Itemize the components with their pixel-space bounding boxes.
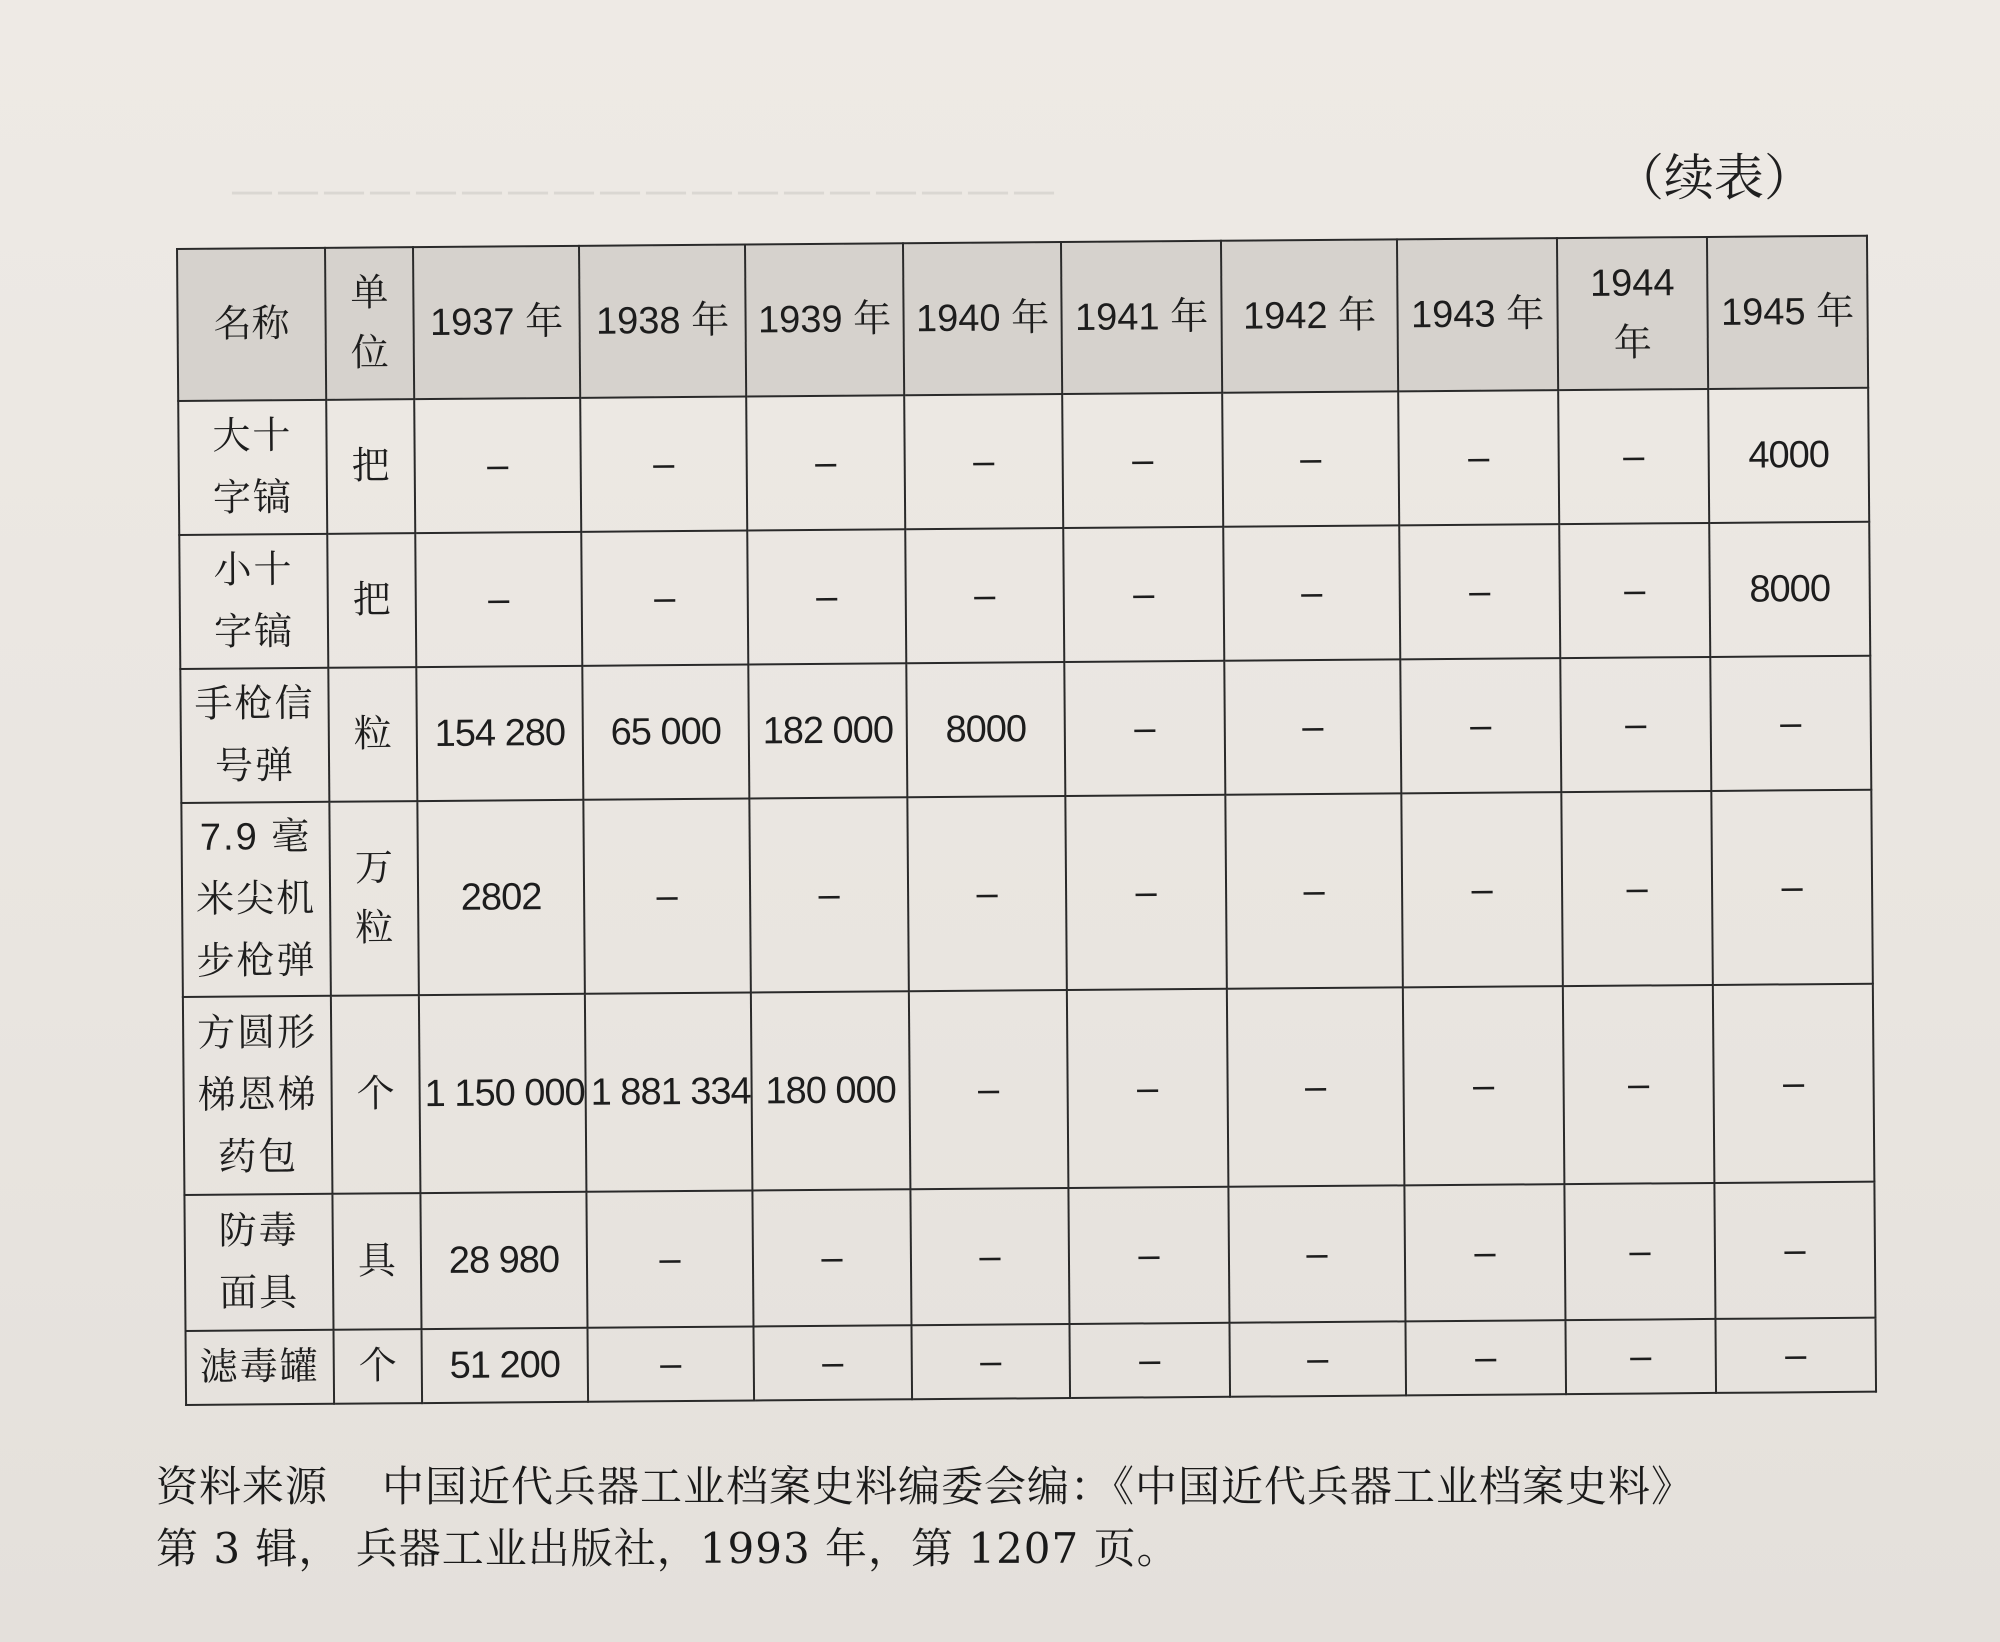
table-row — [184, 1182, 1875, 1331]
cell-1942: – — [1223, 525, 1400, 660]
cell-1940: – — [910, 1188, 1069, 1325]
cell-1945: – — [1710, 656, 1871, 791]
cell-1937: – — [414, 398, 581, 533]
cell-1942: – — [1228, 1185, 1405, 1322]
row-name: 7.9 毫 米尖机 步枪弹 — [181, 802, 331, 997]
header-1941: 1941 年 — [1061, 241, 1222, 394]
cell-1938: – — [586, 1191, 753, 1328]
row-unit: 具 — [332, 1193, 421, 1330]
cell-1944: – — [1565, 1319, 1716, 1394]
cell-1941: – — [1069, 1323, 1230, 1398]
cell-1940: – — [905, 528, 1064, 663]
row-name: 小十 字镐 — [179, 534, 328, 669]
row-name: 防毒 面具 — [184, 1194, 333, 1331]
cell-1939: – — [752, 1189, 911, 1326]
header-1945: 1945 年 — [1707, 236, 1868, 389]
cell-1944: – — [1560, 657, 1711, 792]
cell-1943: – — [1399, 524, 1560, 659]
cell-1937: 2802 — [417, 800, 585, 995]
cell-1945: – — [1715, 1318, 1876, 1393]
cell-1938: 1 881 334 — [585, 993, 753, 1192]
cell-1939: – — [746, 395, 905, 530]
cell-1942: – — [1227, 987, 1405, 1186]
header-1942: 1942 年 — [1221, 239, 1398, 392]
table-row — [183, 984, 1875, 1195]
cell-1941: – — [1064, 661, 1225, 796]
cell-1939: 182 000 — [748, 663, 907, 798]
cell-1937: 154 280 — [416, 666, 583, 801]
cell-1939: – — [747, 529, 906, 664]
cell-1943: – — [1405, 1320, 1566, 1395]
cell-1943: – — [1403, 986, 1565, 1185]
row-unit: 粒 — [328, 667, 417, 802]
cell-1937: 51 200 — [421, 1328, 588, 1403]
header-1940: 1940 年 — [903, 242, 1062, 395]
cell-1941: – — [1062, 393, 1223, 528]
cell-1940: – — [911, 1324, 1070, 1399]
bleed-through-text-top: —————————————————— — [230, 165, 1058, 216]
cell-1945: 8000 — [1709, 522, 1870, 657]
row-name: 大十 字镐 — [178, 400, 327, 535]
cell-1940: 8000 — [906, 662, 1065, 797]
cell-1938: – — [581, 531, 748, 666]
table-row — [181, 790, 1872, 997]
header-1944: 1944 年 — [1557, 237, 1708, 390]
header-1939: 1939 年 — [745, 243, 904, 396]
source-line-2: 第 3 辑， 兵器工业出版社，1993 年，第 1207 页。 — [156, 1524, 1180, 1573]
cell-1942: – — [1225, 793, 1403, 988]
cell-1937: 1 150 000 — [419, 994, 587, 1193]
cell-1938: 65 000 — [582, 665, 749, 800]
table-row — [186, 1318, 1877, 1405]
table-row — [180, 656, 1871, 803]
row-unit: 万 粒 — [329, 801, 419, 996]
cell-1943: – — [1398, 390, 1559, 525]
cell-1939: – — [749, 797, 909, 992]
cell-1940: – — [909, 990, 1069, 1189]
cell-1942: – — [1224, 659, 1401, 794]
table-header-row — [177, 236, 1868, 401]
cell-1944: – — [1558, 389, 1709, 524]
cell-1943: – — [1400, 658, 1561, 793]
cell-1941: – — [1063, 527, 1224, 662]
cell-1943: – — [1401, 792, 1563, 987]
row-name: 滤毒罐 — [186, 1330, 335, 1405]
cell-1938: – — [587, 1326, 754, 1401]
cell-1937: 28 980 — [420, 1192, 587, 1329]
source-line-1: 中国近代兵器工业档案史料编委会编：《中国近代兵器工业档案史料》 — [382, 1462, 1695, 1511]
cell-1940: – — [904, 394, 1063, 529]
cell-1938: – — [580, 397, 747, 532]
source-citation — [156, 1456, 1916, 1580]
cell-1943: – — [1404, 1184, 1565, 1321]
row-unit: 个 — [334, 1329, 423, 1404]
header-unit: 单 位 — [325, 247, 414, 400]
row-name: 方圆形 梯恩梯 药包 — [183, 996, 333, 1195]
header-1937: 1937 年 — [413, 246, 580, 399]
row-name: 手枪信 号弹 — [180, 668, 329, 803]
cell-1941: – — [1067, 989, 1229, 1188]
header-name: 名称 — [177, 248, 326, 401]
cell-1941: – — [1065, 795, 1227, 990]
cell-1938: – — [583, 799, 751, 994]
row-unit: 把 — [327, 533, 416, 668]
continued-table-label: （续表） — [1614, 149, 1814, 207]
cell-1940: – — [907, 796, 1067, 991]
source-label: 资料来源 — [156, 1462, 329, 1511]
table-row — [178, 388, 1869, 535]
table-row — [179, 522, 1870, 669]
cell-1945: – — [1714, 1182, 1875, 1319]
production-table — [176, 235, 1875, 1406]
cell-1939: 180 000 — [751, 991, 911, 1190]
cell-1939: – — [753, 1325, 912, 1400]
header-1938: 1938 年 — [579, 245, 746, 398]
cell-1945: 4000 — [1708, 388, 1869, 523]
cell-1945: – — [1711, 790, 1873, 985]
cell-1944: – — [1559, 523, 1710, 658]
cell-1941: – — [1068, 1187, 1229, 1324]
cell-1942: – — [1222, 391, 1399, 526]
cell-1944: – — [1561, 791, 1713, 986]
row-unit: 把 — [326, 399, 415, 534]
cell-1937: – — [415, 532, 582, 667]
cell-1945: – — [1713, 984, 1875, 1183]
row-unit: 个 — [331, 995, 421, 1194]
header-1943: 1943 年 — [1397, 238, 1558, 391]
cell-1942: – — [1229, 1321, 1406, 1396]
cell-1944: – — [1563, 985, 1715, 1184]
cell-1944: – — [1564, 1183, 1715, 1320]
